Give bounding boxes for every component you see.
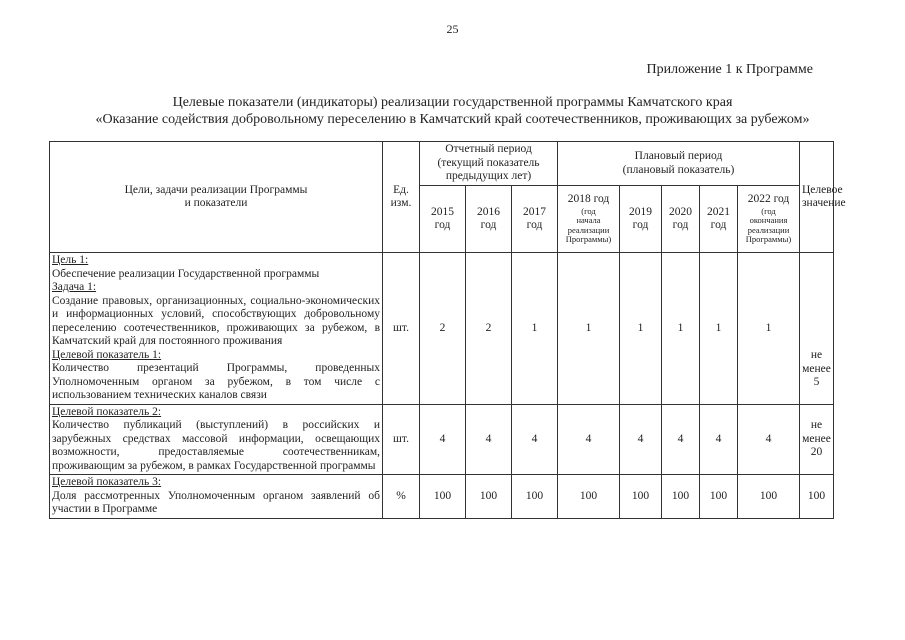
header-planned-line-2: (плановый показатель) — [622, 163, 735, 176]
header-year-2018 — [558, 186, 620, 253]
table-row — [50, 475, 834, 519]
header-year-2017-number: 2017 — [523, 205, 546, 218]
task-label: Задача 1: — [52, 281, 97, 293]
table-row — [50, 253, 834, 405]
goal-label: Цель 1: — [52, 254, 89, 266]
indicator-2-label: Целевой показатель 2: — [52, 405, 162, 418]
indicator-1-value-2022: 1 — [738, 253, 800, 405]
header-year-2019-number: 2019 — [629, 205, 652, 218]
indicator-1-value-2019: 1 — [620, 253, 662, 405]
header-goals — [50, 142, 383, 253]
indicator-3-text: Доля рассмотренных Уполномоченным органом заявлений об участии в Программе — [52, 489, 380, 515]
title-line-1: Целевые показатели (индикаторы) реализации государственной программы Камчатского края — [172, 95, 733, 110]
indicator-1-text: Количество презентаций Программы, проведенных Уполномоченным органом за рубежом, в том числе с использованием технических каналов связи — [52, 362, 380, 401]
header-year-2018-title: 2018 год — [567, 193, 610, 206]
indicator-3-value-2017: 100 — [512, 475, 558, 519]
header-unit — [383, 142, 420, 253]
header-year-2015-word: год — [434, 219, 451, 231]
page-number: 25 — [446, 22, 459, 36]
header-year-2016 — [466, 186, 512, 253]
indicator-3-value-2018: 100 — [558, 475, 620, 519]
header-target-line-2: значение — [802, 197, 846, 209]
header-year-2018-note-3: реализации — [567, 224, 610, 235]
indicator-1-value-2021: 1 — [700, 253, 738, 405]
indicator-3-unit: % — [383, 475, 420, 519]
indicator-1-target-line-1: не менее — [802, 349, 831, 375]
indicator-2-value-2022: 4 — [738, 404, 800, 475]
indicator-3-value-2019: 100 — [620, 475, 662, 519]
header-year-2016-number: 2016 — [477, 205, 500, 218]
indicator-1-target-line-2: 5 — [813, 376, 820, 388]
indicator-3-value-2020: 100 — [662, 475, 700, 519]
header-year-2015-number: 2015 — [431, 205, 454, 218]
appendix-label: Приложение 1 к Программе — [646, 62, 813, 77]
indicator-1-target — [800, 253, 834, 405]
header-year-2022-note-1: (год — [761, 205, 776, 216]
header-year-2022-note-3: реализации — [747, 224, 790, 235]
header-year-2019 — [620, 186, 662, 253]
header-year-2017 — [512, 186, 558, 253]
header-planned-period — [558, 142, 800, 186]
indicator-3-cell — [50, 475, 383, 519]
header-year-2022 — [738, 186, 800, 253]
goal-text: Обеспечение реализации Государственной программы — [52, 267, 320, 280]
indicator-2-value-2016: 4 — [466, 404, 512, 475]
header-planned-line-1: Плановый период — [634, 150, 723, 162]
indicator-3-target-line-1: 100 — [807, 489, 826, 502]
indicator-2-value-2019: 4 — [620, 404, 662, 475]
header-year-2020-number: 2020 — [669, 205, 692, 218]
indicator-1-value-2015: 2 — [420, 253, 466, 405]
header-year-2021-number: 2021 — [707, 205, 730, 218]
header-year-2016-word: год — [480, 219, 497, 231]
indicator-2-target-line-2: 20 — [810, 446, 823, 458]
header-target — [800, 142, 846, 253]
header-year-2022-note-4: Программы) — [745, 234, 792, 245]
header-year-2019-word: год — [632, 219, 649, 231]
header-year-2020-word: год — [672, 219, 689, 231]
indicator-2-cell — [50, 404, 383, 475]
header-reporting-period — [420, 142, 558, 186]
goal-and-indicator-1-cell — [50, 253, 383, 405]
header-reporting-line-3: предыдущих лет) — [445, 170, 532, 183]
indicator-2-value-2017: 4 — [512, 404, 558, 475]
header-row-1 — [50, 142, 834, 186]
indicator-3-label: Целевой показатель 3: — [52, 476, 162, 488]
indicator-2-text: Количество публикаций (выступлений) в российских и зарубежных средствах массовой информации, освещающих возможности, предоставляемые соотечественникам, проживающим за рубежом, в рамках Государственной программы — [52, 419, 380, 472]
indicator-3-value-2016: 100 — [466, 475, 512, 519]
task-text: Создание правовых, организационных, социально-экономических и информационных условий, способствующих добровольному переселению соотечественников, проживающих за рубежом, в Камчатский край для постоянного проживания — [52, 294, 380, 347]
indicator-1-value-2016: 2 — [466, 253, 512, 405]
header-year-2018-note-1: (год — [581, 205, 596, 216]
header-unit-line-2: изм. — [390, 197, 412, 209]
header-year-2021-word: год — [710, 219, 727, 231]
header-year-2017-word: год — [526, 219, 543, 231]
indicator-3-value-2021: 100 — [700, 475, 738, 519]
header-reporting-line-1: Отчетный период — [445, 143, 532, 156]
indicator-1-value-2020: 1 — [662, 253, 700, 405]
indicator-2-target — [800, 404, 834, 475]
header-year-2018-note-4: Программы) — [565, 234, 612, 245]
header-year-2022-note-2: окончания — [749, 215, 788, 226]
document-title — [40, 94, 865, 128]
header-year-2015 — [420, 186, 466, 253]
header-year-2018-note-2: начала — [576, 215, 601, 226]
indicator-2-value-2018: 4 — [558, 404, 620, 475]
header-goals-line-1: Цели, задачи реализации Программы — [124, 183, 308, 196]
header-year-2021 — [700, 186, 738, 253]
indicator-2-value-2020: 4 — [662, 404, 700, 475]
indicators-table — [49, 141, 846, 519]
indicator-2-unit: шт. — [383, 404, 420, 475]
indicator-1-value-2018: 1 — [558, 253, 620, 405]
header-unit-line-1: Ед. — [393, 183, 409, 196]
header-target-line-1: Целевое — [802, 183, 843, 196]
indicator-3-value-2022: 100 — [738, 475, 800, 519]
indicator-3-target — [800, 475, 834, 519]
header-reporting-line-2: (текущий показатель — [437, 156, 540, 169]
table-row — [50, 404, 834, 475]
indicator-1-unit: шт. — [383, 253, 420, 405]
indicator-3-value-2015: 100 — [420, 475, 466, 519]
header-goals-line-2: и показатели — [184, 197, 248, 209]
indicator-2-target-line-1: не менее — [802, 419, 831, 445]
header-year-2022-title: 2022 год — [747, 193, 790, 206]
indicator-2-value-2021: 4 — [700, 404, 738, 475]
indicator-2-value-2015: 4 — [420, 404, 466, 475]
indicator-1-label: Целевой показатель 1: — [52, 348, 162, 361]
title-line-2: «Оказание содействия добровольному переселению в Камчатский край соотечественников, проживающих за рубежом» — [95, 112, 810, 127]
indicator-1-value-2017: 1 — [512, 253, 558, 405]
header-year-2020 — [662, 186, 700, 253]
